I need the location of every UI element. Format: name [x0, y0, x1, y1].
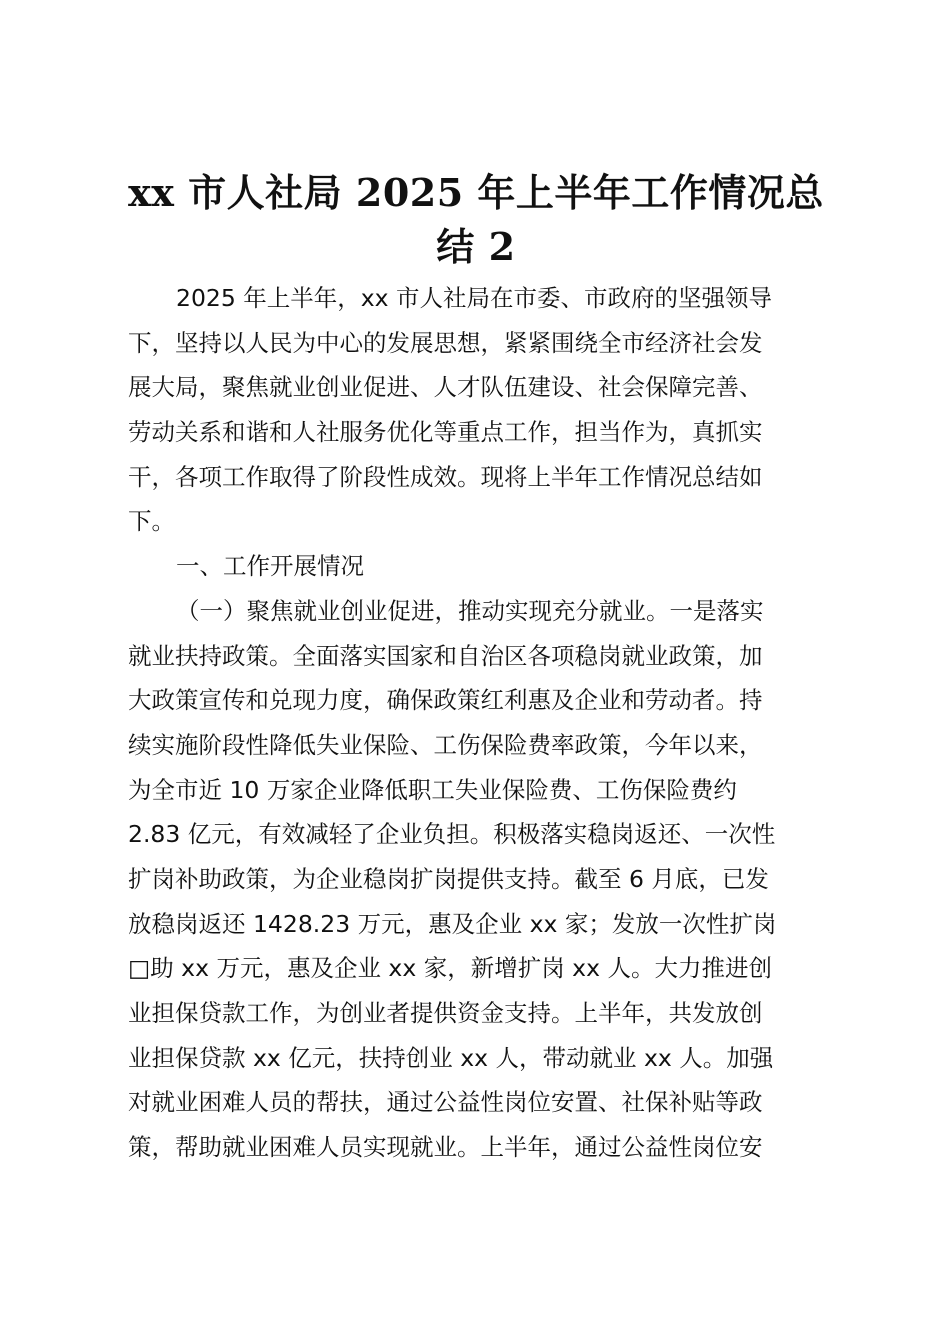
title-line: 结 2 — [436, 224, 516, 269]
intro-paragraph — [128, 276, 828, 544]
title-line: xx 市人社局 2025 年上半年工作情况总 — [128, 170, 824, 215]
text-line: 2.83 亿元，有效减轻了企业负担。积极落实稳岗返还、一次性 — [128, 820, 776, 849]
text-line: 业担保贷款工作，为创业者提供资金支持。上半年，共发放创 — [128, 999, 763, 1027]
section-paragraph — [128, 589, 828, 1170]
text-line: 下，坚持以人民为中心的发展思想，紧紧围绕全市经济社会发 — [128, 328, 763, 357]
text-line: □助 xx 万元，惠及企业 xx 家，新增扩岗 xx 人。大力推进创 — [128, 954, 772, 983]
text-line: 就业扶持政策。全面落实国家和自治区各项稳岗就业政策，加 — [128, 641, 763, 670]
text-line: 策，帮助就业困难人员实现就业。上半年，通过公益性岗位安 — [128, 1133, 763, 1162]
section-heading — [128, 544, 828, 589]
text-line: 一、工作开展情况 — [176, 552, 364, 581]
text-line: 劳动关系和谐和人社服务优化等重点工作，担当作为，真抓实 — [128, 418, 763, 447]
text-line: 2025 年上半年，xx 市人社局在市委、市政府的坚强领导 — [176, 284, 773, 312]
text-line: 放稳岗返还 1428.23 万元，惠及企业 xx 家；发放一次性扩岗 — [128, 909, 777, 938]
text-line: 业担保贷款 xx 亿元，扶持创业 xx 人，带动就业 xx 人。加强 — [128, 1043, 774, 1072]
text-line: 续实施阶段性降低失业保险、工伤保险费率政策，今年以来， — [128, 730, 763, 759]
text-line: 对就业困难人员的帮扶，通过公益性岗位安置、社保补贴等政 — [128, 1088, 763, 1117]
text-line: 展大局，聚焦就业创业促进、人才队伍建设、社会保障完善、 — [128, 373, 763, 402]
text-line: （一）聚焦就业创业促进，推动实现充分就业。一是落实 — [176, 596, 764, 625]
text-line: 大政策宣传和兑现力度，确保政策红利惠及企业和劳动者。持 — [128, 686, 763, 715]
document-title — [120, 166, 832, 274]
text-line: 干，各项工作取得了阶段性成效。现将上半年工作情况总结如 — [128, 462, 763, 491]
text-line: 为全市近 10 万家企业降低职工失业保险费、工伤保险费约 — [128, 775, 737, 804]
text-line: 下。 — [128, 507, 175, 536]
text-line: 扩岗补助政策，为企业稳岗扩岗提供支持。截至 6 月底，已发 — [128, 864, 769, 893]
document-body — [128, 276, 828, 1170]
